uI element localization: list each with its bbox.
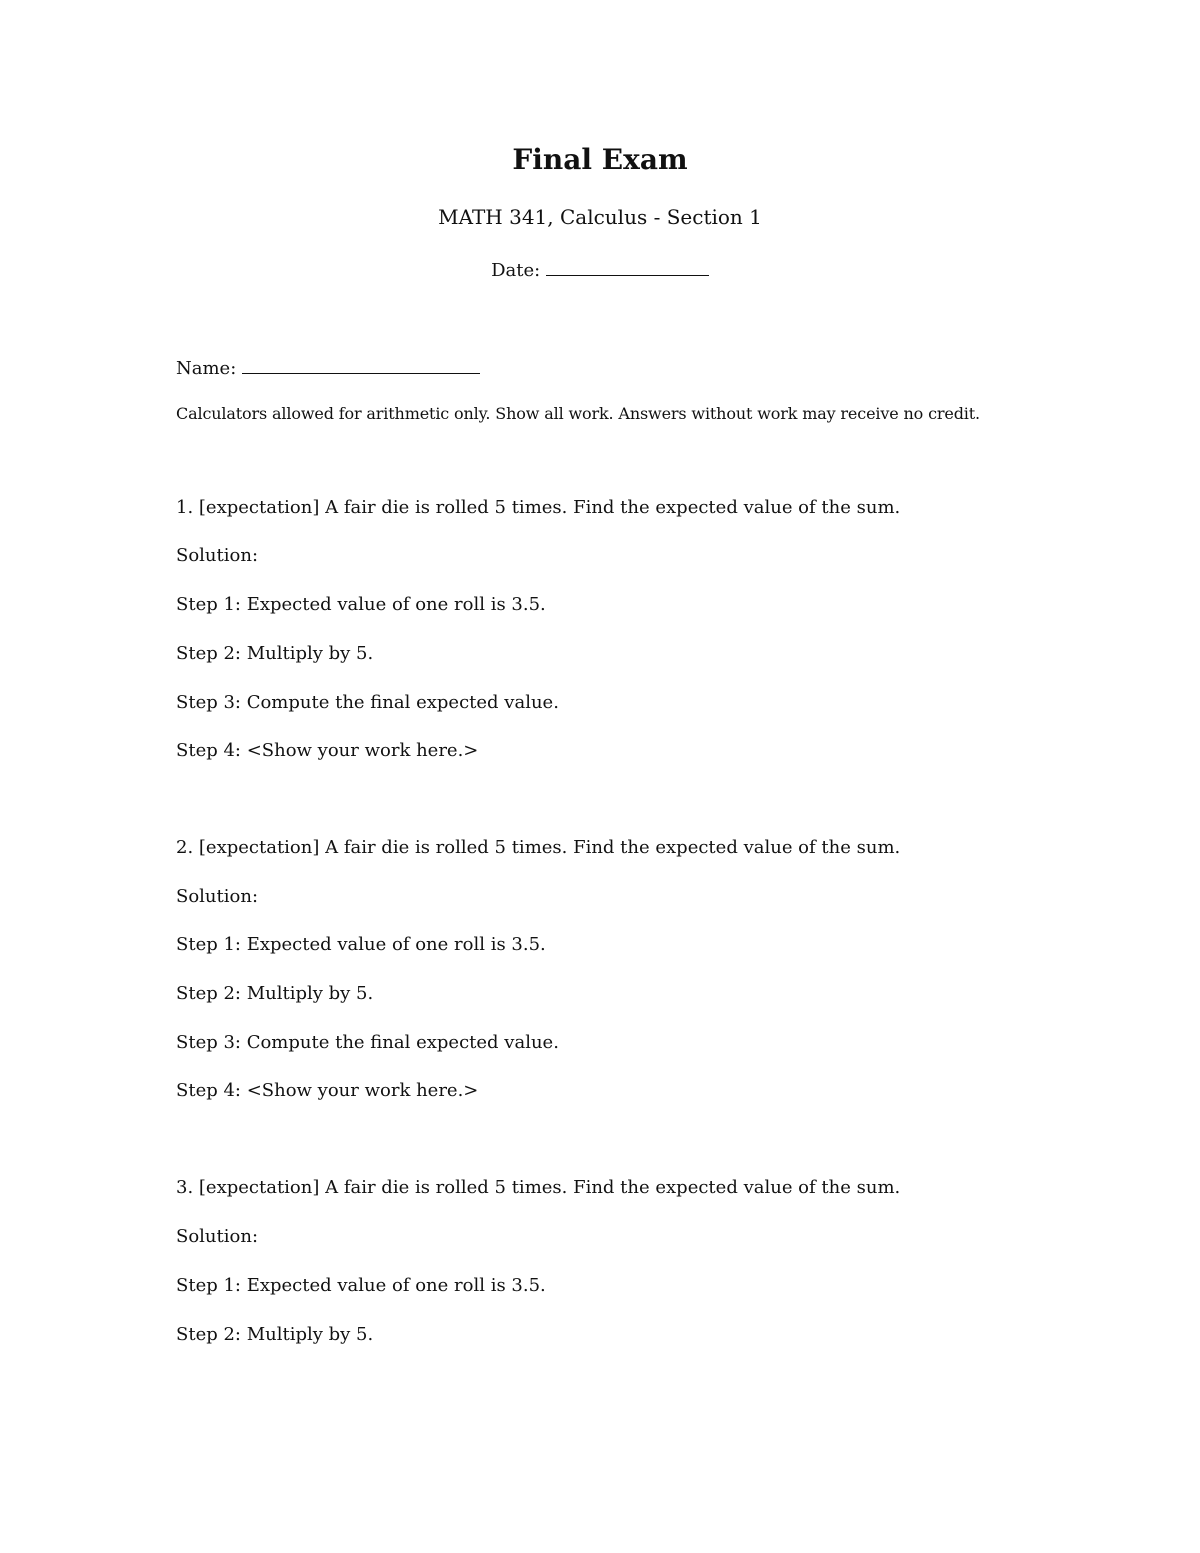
course-subtitle: MATH 341, Calculus - Section 1: [438, 205, 762, 229]
date-label: Date:: [491, 260, 541, 281]
name-field: [176, 355, 480, 379]
question-1-step-2: Step 2: Multiply by 5.: [176, 643, 374, 664]
question-3-solution-label: Solution:: [176, 1226, 259, 1247]
question-1-solution-label: Solution:: [176, 545, 259, 566]
name-blank-line: [242, 355, 480, 374]
name-label: Name:: [176, 358, 237, 379]
question-1-prompt: 1. [expectation] A fair die is rolled 5 times. Find the expected value of the sum.: [176, 497, 901, 518]
question-2-step-3: Step 3: Compute the final expected value.: [176, 1032, 559, 1053]
question-2-step-2: Step 2: Multiply by 5.: [176, 983, 374, 1004]
date-blank-line: [546, 257, 709, 276]
question-1-step-4: Step 4: <Show your work here.>: [176, 740, 479, 761]
question-2-prompt: 2. [expectation] A fair die is rolled 5 times. Find the expected value of the sum.: [176, 837, 901, 858]
question-1-step-1: Step 1: Expected value of one roll is 3.5.: [176, 594, 546, 615]
instructions-text: Calculators allowed for arithmetic only. Show all work. Answers without work may receive no credit.: [176, 404, 980, 423]
question-1-step-3: Step 3: Compute the final expected value.: [176, 692, 559, 713]
date-field: [0, 257, 1200, 281]
question-3-step-1: Step 1: Expected value of one roll is 3.5.: [176, 1275, 546, 1296]
question-2-solution-label: Solution:: [176, 886, 259, 907]
question-2-step-1: Step 1: Expected value of one roll is 3.5.: [176, 934, 546, 955]
question-3-step-2: Step 2: Multiply by 5.: [176, 1324, 374, 1345]
page-title: Final Exam: [512, 143, 688, 176]
question-3-prompt: 3. [expectation] A fair die is rolled 5 times. Find the expected value of the sum.: [176, 1177, 901, 1198]
question-2-step-4: Step 4: <Show your work here.>: [176, 1080, 479, 1101]
